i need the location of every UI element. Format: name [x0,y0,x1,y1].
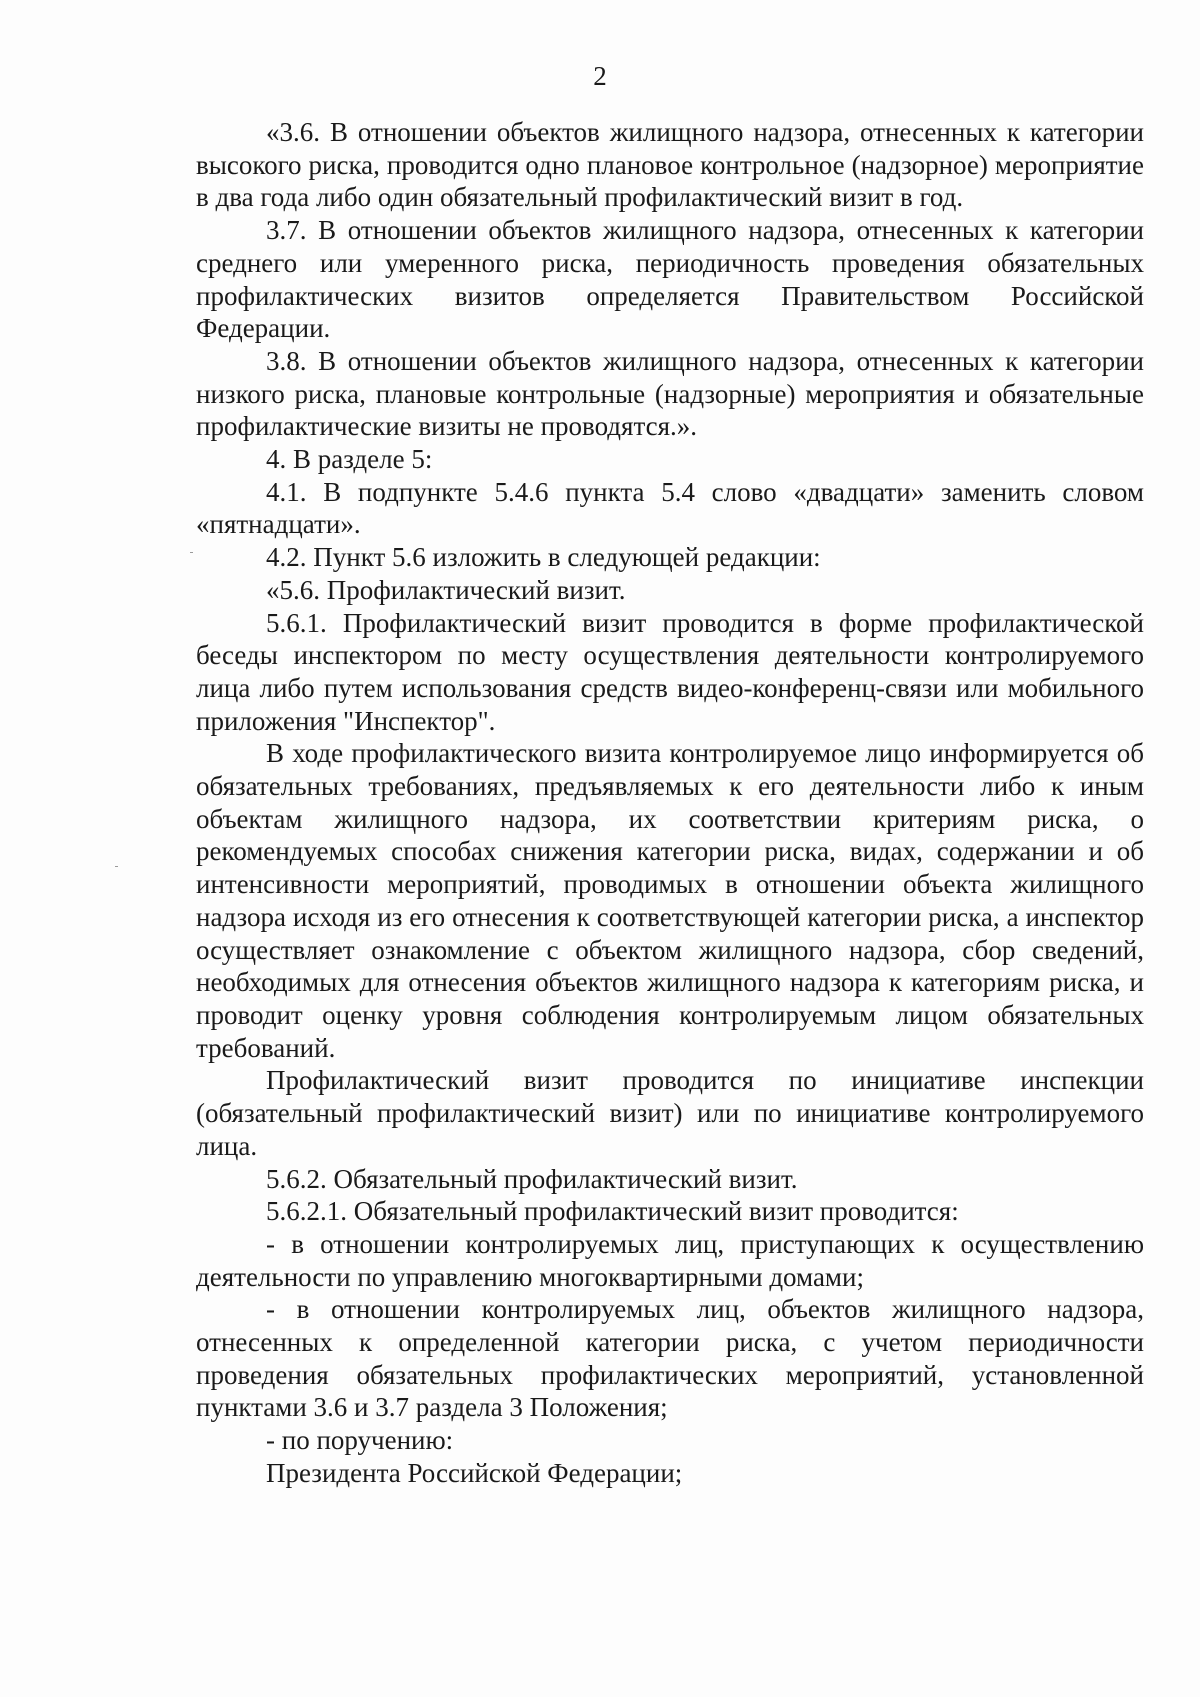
page-number: 2 [593,61,607,91]
paragraph-3-8: 3.8. В отношении объектов жилищного надзора, отнесенных к категории низкого риска, плановые контрольные (надзорные) мероприятия и обязательные профилактические визиты не проводятся.». [196,345,1144,442]
list-item-by-order: - по поручению: [266,1425,454,1456]
list-item-new-managers: - в отношении контролируемых лиц, приступающих к осуществлению деятельности по управлению многоквартирными домами; [196,1228,1144,1292]
paragraph-5-6-2-1: 5.6.2.1. Обязательный профилактический визит проводится: [266,1196,959,1227]
paragraph-5-6-1: 5.6.1. Профилактический визит проводится в форме профилактической беседы инспектором по месту осуществления деятельности контролируемого лица либо путем использования средств видео-конференц-связи или мобильного приложения "Инспектор". [196,607,1144,736]
paragraph-5-6-heading: «5.6. Профилактический визит. [266,574,626,605]
list-item-risk-category: - в отношении контролируемых лиц, объектов жилищного надзора, отнесенных к определенной категории риска, с учетом периодичности проведения обязательных профилактических мероприятий, установленной пунктами 3.6 и 3.7 раздела 3 Положения; [196,1294,1144,1423]
paragraph-3-6: «3.6. В отношении объектов жилищного надзора, отнесенных к категории высокого риска, проводится одно плановое контрольное (надзорное) мероприятие в два года либо один обязательный профилактический визит в год. [196,117,1144,213]
scan-artifact-dot [190,552,193,553]
document-body [196,116,1144,1490]
paragraph-visit-initiative: Профилактический визит проводится по инициативе инспекции (обязательный профилактический визит) или по инициативе контролируемого лица. [196,1065,1144,1161]
list-item-president: Президента Российской Федерации; [266,1457,683,1488]
paragraph-4-1: 4.1. В подпункте 5.4.6 пункта 5.4 слово «двадцати» заменить словом «пятнадцати». [196,476,1144,540]
scan-artifact-dot [115,866,118,867]
paragraph-4-2: 4.2. Пункт 5.6 изложить в следующей редакции: [266,542,821,573]
paragraph-visit-content: В ходе профилактического визита контролируемое лицо информируется об обязательных требованиях, предъявляемых к его деятельности либо к иным объектам жилищного надзора, их соответствии критериям риска, о рекомендуемых способах снижения категории риска, видах, содержании и об интенсивности мероприятий, проводимых в отношении объекта жилищного надзора исходя из его отнесения к соответствующей категории риска, а инспектор осуществляет ознакомление с объектом жилищного надзора, сбор сведений, необходимых для отнесения объектов жилищного надзора к категориям риска, и проводит оценку уровня соблюдения контролируемым лицом обязательных требований. [196,738,1144,1063]
paragraph-5-6-2: 5.6.2. Обязательный профилактический визит. [266,1163,798,1194]
paragraph-4: 4. В разделе 5: [266,444,433,475]
paragraph-3-7: 3.7. В отношении объектов жилищного надзора, отнесенных к категории среднего или умеренного риска, периодичность проведения обязательных профилактических визитов определяется Правительством Российской Федерации. [196,215,1144,344]
